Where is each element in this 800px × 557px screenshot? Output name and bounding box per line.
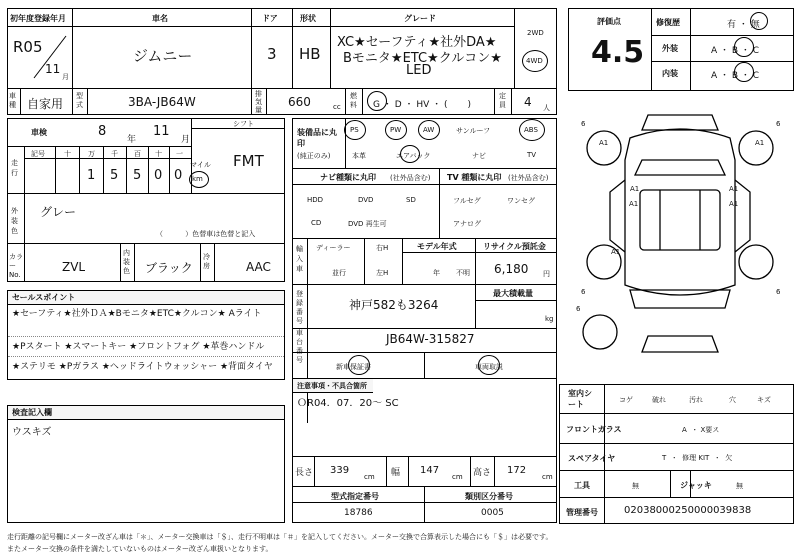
fuel-g-circle <box>367 91 387 111</box>
recycle-yen: 円 <box>543 270 550 278</box>
shift-value: FMT <box>233 152 264 170</box>
inspector-label: 検査記入欄 <box>8 406 284 420</box>
jack-value: 無 <box>736 482 743 490</box>
navi-cd: CD <box>311 219 322 227</box>
score-label: 評価点 <box>597 17 621 26</box>
repair-label: 修復歴 <box>656 18 680 27</box>
sales-points-line-1: ★セーフティ★社外ＤＡ★Bモニタ★ETC★クルコン★ Aライト <box>12 309 262 319</box>
navi-hdd: HDD <box>307 196 324 204</box>
row2-frame <box>7 88 557 115</box>
max-load-label: 最大積載量 <box>493 289 533 298</box>
car-name: ジムニー <box>133 47 193 65</box>
mileage-digit: 1 <box>87 168 96 183</box>
import-right-h: 右H <box>376 244 389 252</box>
footer-line-1: 走行距離の記号欄にメーター改ざん車は「＊」、メーター交換車は「＄」、走行不明車は「＃」を記入してください。メーター交換で合算表示した場合にも「＄」は必要です。 <box>7 533 553 541</box>
navi-label: ナビ種類に丸印 <box>320 173 376 182</box>
navi-sd: SD <box>406 196 416 204</box>
tv-sub: (社外品含む) <box>508 174 549 182</box>
first-reg-year: R05 <box>13 38 43 56</box>
mileage-h5: 十 <box>155 150 162 158</box>
model-year-unit: 年 <box>433 269 440 277</box>
color-note: （ ）色替車は色替と記入 <box>156 230 256 238</box>
color-no-label: カラーNo. <box>9 253 23 279</box>
length-value: 339 <box>330 465 350 476</box>
tv-analog: アナログ <box>453 220 481 228</box>
equip-ps: PS <box>350 126 359 134</box>
recycle-label: リサイクル預託金 <box>483 242 546 251</box>
class-no-label: 類別区分番号 <box>465 492 513 501</box>
mark-a1: A1 <box>611 248 621 256</box>
mark-a1: A1 <box>599 139 609 147</box>
registration-label: 登録番号 <box>296 290 303 325</box>
equip-aw: AW <box>423 126 435 134</box>
mark-a1: A1 <box>630 185 640 193</box>
width-label: 幅 <box>391 468 401 478</box>
front-glass-label: フロントガラス <box>566 425 622 434</box>
manual: 車両取説 <box>475 363 503 371</box>
interior-color-value: ブラック <box>145 261 193 275</box>
mileage-h1: 十 <box>64 150 71 158</box>
management-label: 管理番号 <box>566 508 598 517</box>
equipment-sub: (純正のみ) <box>297 152 331 160</box>
interior-color-label: 内装色 <box>123 249 130 275</box>
tread-rr: 6 <box>776 288 781 296</box>
tv-label: TV 種類に丸印 <box>447 173 502 182</box>
model-label: 型式 <box>76 92 83 109</box>
interior-sheet-label: 室内シート <box>568 389 592 409</box>
height-value: 172 <box>507 465 527 476</box>
equip-tv: TV <box>527 151 537 159</box>
class-no-value: 0005 <box>481 508 504 518</box>
ac-label: 冷房 <box>203 253 210 270</box>
mileage-digit: 5 <box>133 168 142 183</box>
score-value: 4.5 <box>591 35 645 70</box>
spare-tire-value: T ・ 修理 KIT ・ 欠 <box>662 454 733 462</box>
exterior-b-circle <box>734 37 754 57</box>
equip-airbag: エアバック <box>396 152 431 160</box>
equip-sunroof: サンルーフ <box>456 127 491 135</box>
tread-rl: 6 <box>581 288 586 296</box>
sheet-item: 穴 <box>729 396 736 404</box>
new-warranty: 新車保証書 <box>336 363 371 371</box>
notes-value: ＯR04．07．20～ SC <box>297 398 399 409</box>
footer-line-2: またメーター交換の条件を満たしていないものはメーター改ざん車扱いとなります。 <box>7 545 273 553</box>
navi-dvd-play: DVD 再生可 <box>348 220 387 228</box>
height-label: 高さ <box>473 468 492 478</box>
length-label: 長さ <box>295 468 314 478</box>
equip-leather: 本革 <box>352 152 366 160</box>
color-value: グレー <box>40 205 77 219</box>
import-dealer: ディーラー <box>316 244 351 252</box>
displacement-value: 660 <box>288 95 311 109</box>
model-year-value: 不明 <box>456 269 470 277</box>
spare-tire-label: スペアタイヤ <box>568 454 616 463</box>
inspection-year: 8 <box>98 124 107 139</box>
color-label: 外装色 <box>11 207 18 235</box>
doors-value: 3 <box>267 45 277 63</box>
drive-4wd: 4WD <box>526 57 543 65</box>
inspection-label: 車検 <box>31 128 47 137</box>
interior-b-circle <box>734 62 754 82</box>
color-no-value: ZVL <box>62 260 86 274</box>
usage-value: 自家用 <box>27 97 64 111</box>
tread-spare: 6 <box>576 305 581 313</box>
sheet-item: コゲ <box>619 396 633 404</box>
ac-value: AAC <box>246 260 271 274</box>
mark-a1: A1 <box>629 200 639 208</box>
mileage-label: 走行 <box>11 159 18 177</box>
chassis-value: JB64W-315827 <box>386 332 475 346</box>
car-name-label: 車名 <box>152 14 168 23</box>
equip-abs: ABS <box>524 126 538 134</box>
interior-label: 内装 <box>662 69 678 78</box>
exterior-options: A ・ B ・ C <box>711 46 760 56</box>
cc-unit: cc <box>333 103 341 111</box>
repair-none-circle <box>750 12 768 30</box>
length-cm: cm <box>364 473 375 481</box>
jack-label: ジャッキ <box>680 481 712 490</box>
height-cm: cm <box>542 473 553 481</box>
mileage-h3: 千 <box>111 150 118 158</box>
shape-value: HB <box>299 45 321 63</box>
tread-fr: 6 <box>776 120 781 128</box>
tools-value: 無 <box>632 482 639 490</box>
equip-navi: ナビ <box>472 152 486 160</box>
doors-label: ドア <box>262 14 278 23</box>
fuel-options: G ・ D ・ HV ・ ( ) <box>373 100 472 110</box>
person-unit: 人 <box>543 104 550 112</box>
mileage-digit: 0 <box>154 168 163 183</box>
capacity-value: 4 <box>524 95 532 109</box>
repair-options: 有 ・ 無 <box>727 20 760 30</box>
sheet-item: 破れ <box>652 396 666 404</box>
inspection-month: 11 <box>153 124 170 139</box>
import-label: 輸入車 <box>296 245 303 273</box>
model-year-label: モデル年式 <box>417 242 457 251</box>
type-no-value: 18786 <box>344 508 373 518</box>
month-unit: 月 <box>62 73 69 81</box>
grade-line-2: Bモニタ★ETC★クルコン★ <box>343 51 502 66</box>
capacity-label: 定員 <box>499 92 506 109</box>
mileage-digit: 5 <box>110 168 119 183</box>
model-value: 3BA-JB64W <box>128 95 196 109</box>
recycle-value: 6,180 <box>494 262 529 276</box>
notes-label: 注意事項・不具合箇所 <box>293 379 373 393</box>
mileage-h4: 百 <box>134 150 141 158</box>
inspection-year-unit: 年 <box>127 135 137 145</box>
mileage-digit: 0 <box>174 168 183 183</box>
max-load-kg: kg <box>545 315 554 323</box>
tools-label: 工具 <box>574 481 590 490</box>
interior-options: A ・ B ・ C <box>711 71 760 81</box>
tv-fullseg: フルセグ <box>453 197 481 205</box>
sheet-item: キズ <box>757 396 771 404</box>
shift-label: シフト <box>233 120 254 128</box>
mark-a1: A1 <box>755 139 765 147</box>
type-no-label: 型式指定番号 <box>331 492 379 501</box>
grade-line-1: XC★セーフティ★社外DA★ <box>337 35 497 50</box>
management-value: 02038000250000039838 <box>624 505 752 516</box>
mileage-h6: 一 <box>176 150 183 158</box>
fuel-label: 燃料 <box>350 92 357 109</box>
inspection-month-unit: 月 <box>181 135 191 145</box>
first-reg-label: 初年度登録年月 <box>10 14 66 23</box>
first-reg-month: 11 <box>45 62 61 76</box>
inspector-value: ウスキズ <box>12 427 52 438</box>
equipment-label: 装備品に丸印 <box>297 128 337 148</box>
registration-value: 神戸582も3264 <box>349 298 439 312</box>
navi-sub: (社外品含む) <box>390 174 431 182</box>
navi-dvd: DVD <box>358 196 374 204</box>
import-left-h: 左H <box>376 269 389 277</box>
sales-points-line-2: ★Pスタート ★スマートキー ★フロントフォグ ★革巻ハンドル <box>12 342 265 352</box>
grade-label: グレード <box>404 14 436 23</box>
import-parallel: 並行 <box>332 269 346 277</box>
shape-label: 形状 <box>300 14 316 23</box>
left-block-frame <box>7 118 285 282</box>
width-value: 147 <box>420 465 440 476</box>
width-cm: cm <box>452 473 463 481</box>
displacement-label: 排気量 <box>255 90 262 114</box>
usage-label: 車種 <box>9 92 16 109</box>
drive-2wd: 2WD <box>527 29 544 37</box>
mileage-h2: 万 <box>88 150 95 158</box>
grade-line-3: LED <box>406 63 432 78</box>
sales-points-line-3: ★ステリモ ★Pガラス ★ヘッドライトウォッシャー ★背面タイヤ <box>12 362 273 372</box>
tread-fl: 6 <box>581 120 586 128</box>
exterior-label: 外装 <box>662 44 678 53</box>
mileage-h7: マイル <box>190 161 211 169</box>
mark-a1: A1 <box>729 185 739 193</box>
sales-points-label: セールスポイント <box>8 291 284 305</box>
mileage-h0: 記号 <box>31 150 45 158</box>
front-glass-value: A ・ X要ス <box>682 426 720 434</box>
sheet-item: 汚れ <box>689 396 703 404</box>
mark-a1: A1 <box>729 200 739 208</box>
equip-pw: PW <box>390 126 402 134</box>
chassis-label: 車台番号 <box>296 329 303 364</box>
tv-oneseg: ワンセグ <box>507 197 535 205</box>
mileage-unit: km <box>192 175 203 183</box>
